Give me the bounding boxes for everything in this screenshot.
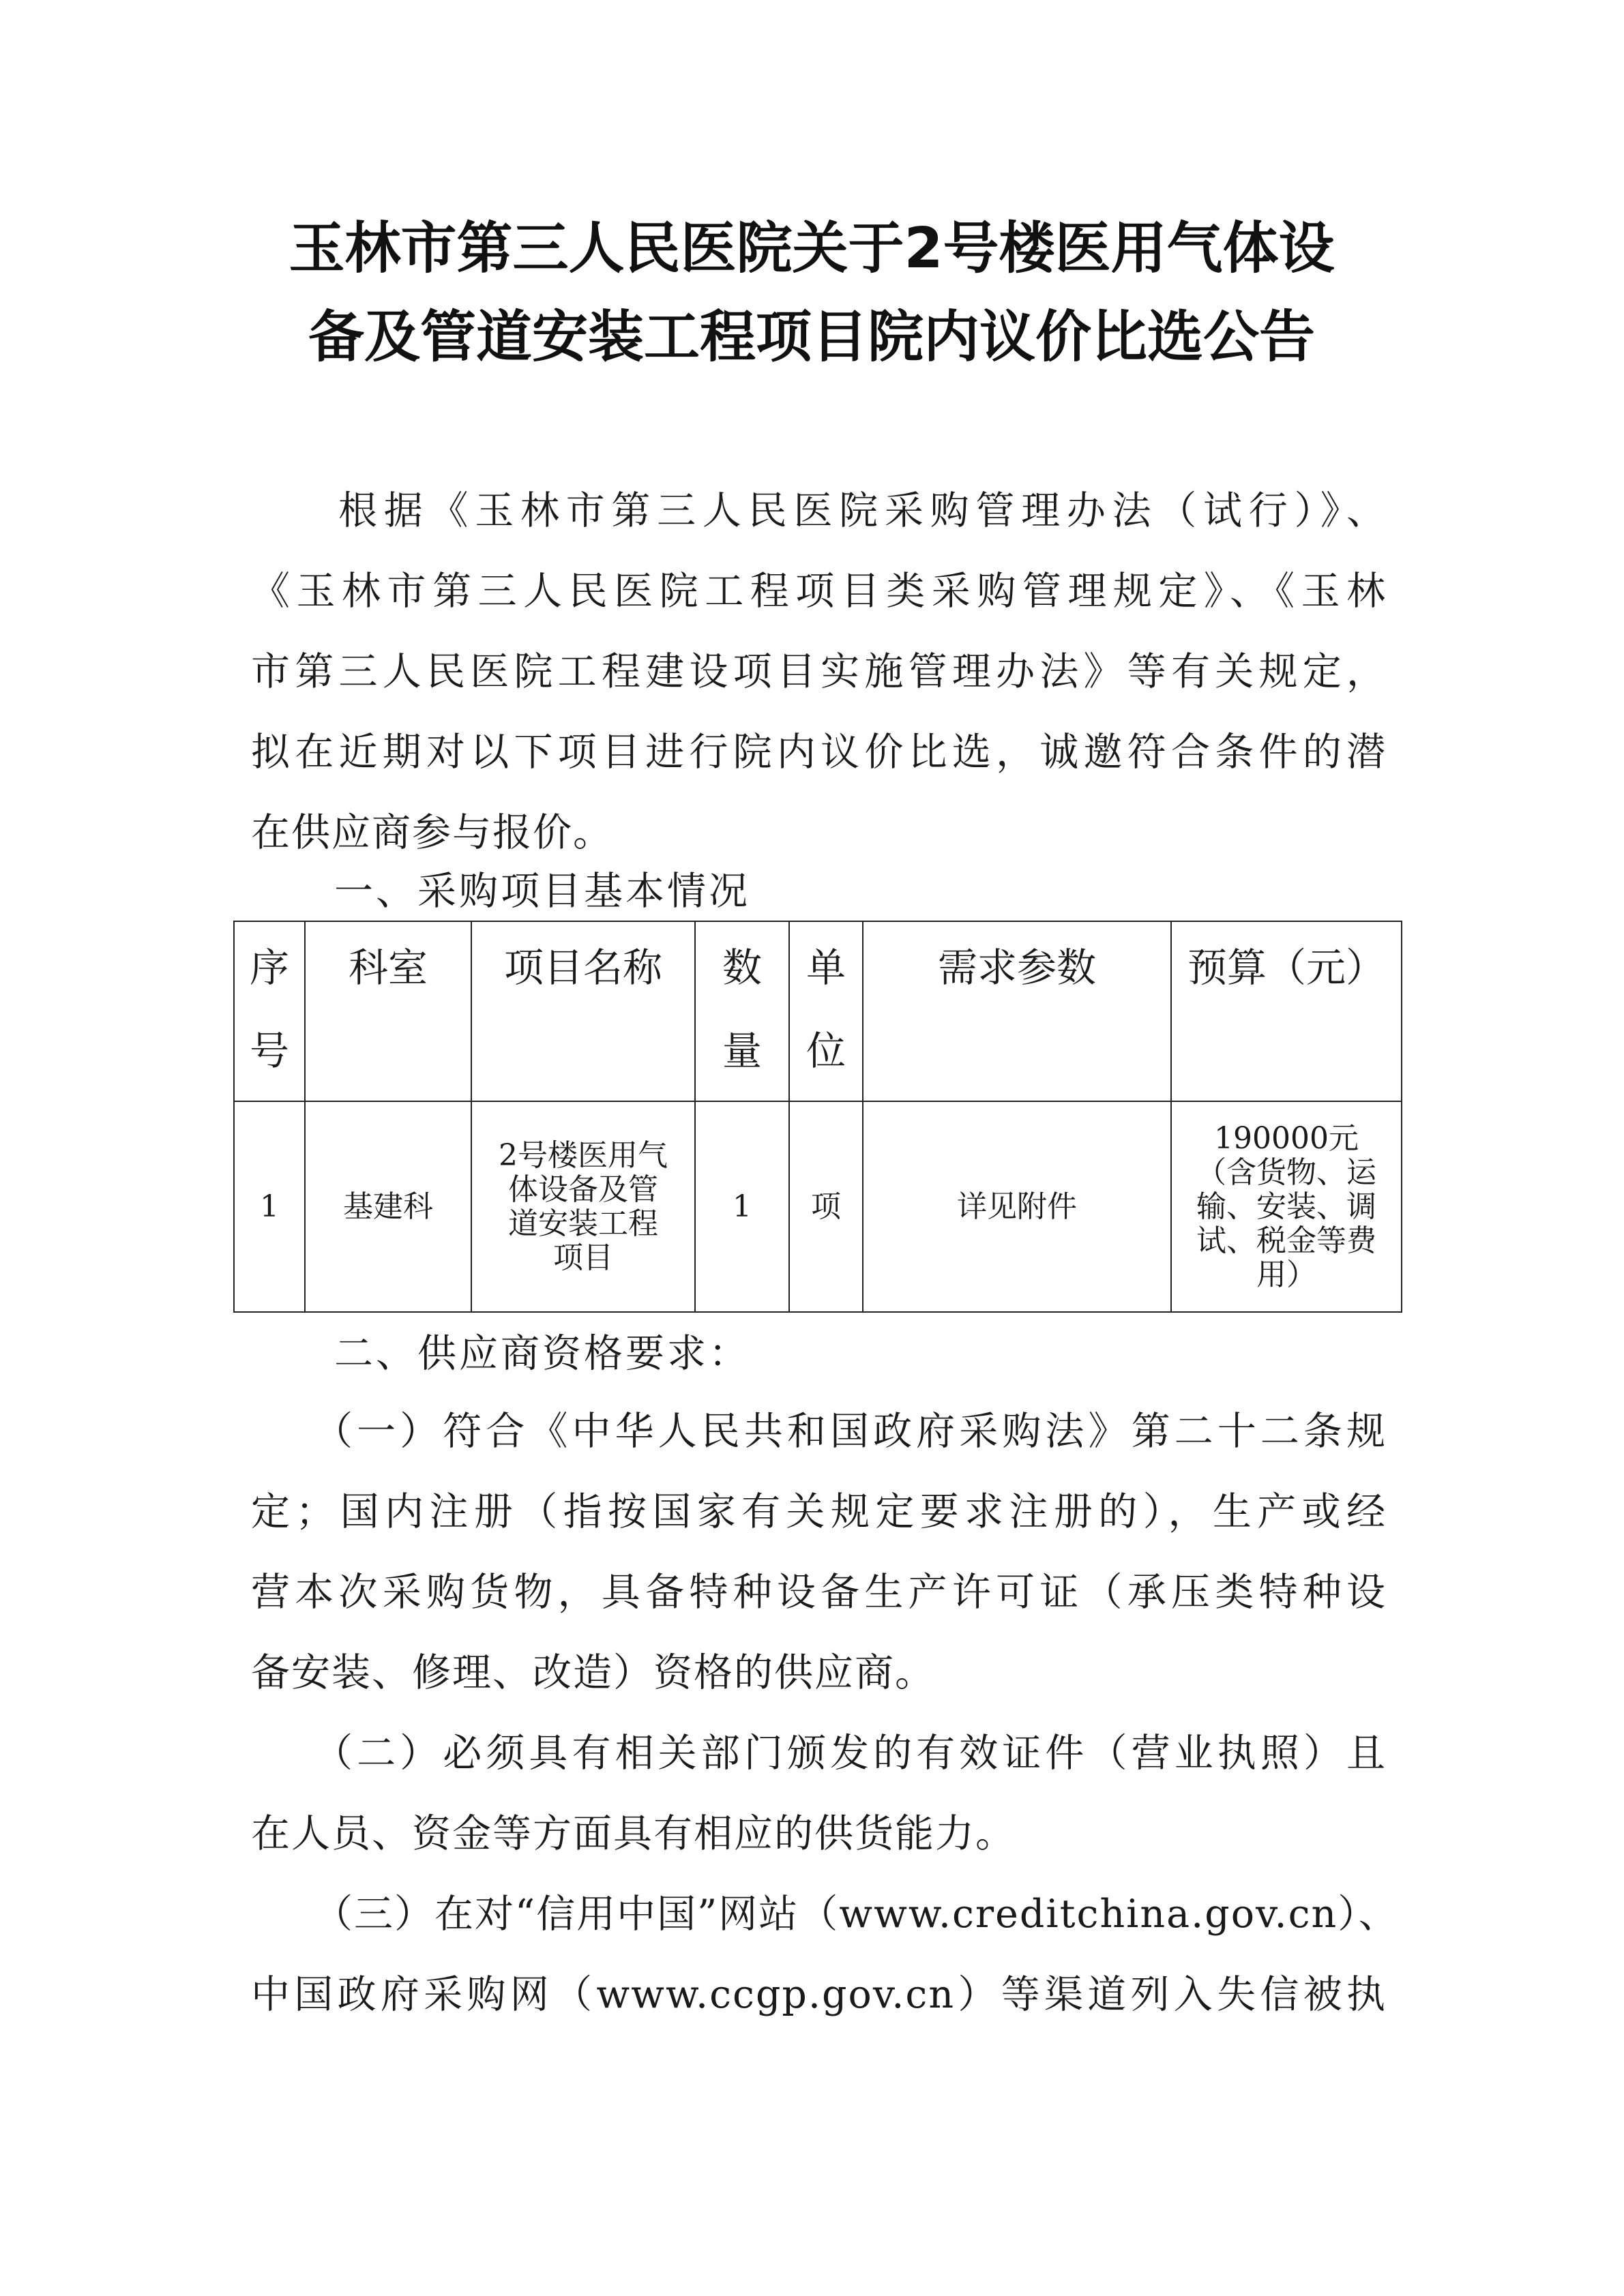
header-unit: 单 位 (789, 921, 863, 1101)
item1-line: 营本次采购货物，具备特种设备生产许可证（承压类特种设 (251, 1570, 1387, 1615)
intro-line: 市第三人民医院工程建设项目实施管理办法》等有关规定， (251, 649, 1387, 694)
section-heading-1: 一、采购项目基本情况 (334, 869, 750, 914)
table-row (234, 1101, 1402, 1312)
header-params: 需求参数 (863, 921, 1171, 1101)
item3-line: （三）在对“信用中国”网站（www.creditchina.gov.cn）、 (314, 1892, 1399, 1937)
header-qty: 数 量 (695, 921, 789, 1101)
header-dept: 科室 (305, 921, 471, 1101)
cell-unit: 项 (789, 1101, 863, 1312)
document-title (232, 205, 1391, 382)
intro-line: 在供应商参与报价。 (251, 810, 613, 855)
title-line-2: 备及管道安装工程项目院内议价比选公告 (308, 305, 1315, 370)
qualification-item-1 (251, 1391, 1387, 1713)
item3-line: 中国政府采购网（www.ccgp.gov.cn）等渠道列入失信被执 (251, 1972, 1387, 2017)
cell-budget: 190000元 （含货物、运 输、安装、调 试、税金等费 用） (1171, 1101, 1402, 1312)
item2-line: 在人员、资金等方面具有相应的供货能力。 (251, 1811, 1016, 1856)
qualification-item-2 (251, 1713, 1387, 1874)
cell-params: 详见附件 (863, 1101, 1171, 1312)
qualification-item-3 (251, 1874, 1399, 2035)
table-header-row (234, 921, 1402, 1101)
intro-line: 拟在近期对以下项目进行院内议价比选，诚邀符合条件的潜 (251, 730, 1387, 775)
intro-line: 根据《玉林市第三人民医院采购管理办法（试行）》、 (338, 488, 1387, 533)
header-name: 项目名称 (471, 921, 695, 1101)
item1-line: （一）符合《中华人民共和国政府采购法》第二十二条规 (314, 1409, 1387, 1454)
section-heading-2: 二、供应商资格要求： (334, 1331, 750, 1376)
cell-name: 2号楼医用气 体设备及管 道安装工程 项目 (471, 1101, 695, 1312)
cell-dept: 基建科 (305, 1101, 471, 1312)
procurement-table (233, 921, 1402, 1313)
header-budget: 预算（元） (1171, 921, 1402, 1101)
header-seq: 序 号 (234, 921, 305, 1101)
cell-seq: 1 (234, 1101, 305, 1312)
intro-paragraph (251, 471, 1387, 873)
intro-line: 《玉林市第三人民医院工程项目类采购管理规定》、《玉林 (251, 569, 1387, 614)
item1-line: 备安装、修理、改造）资格的供应商。 (251, 1650, 935, 1695)
title-line-1: 玉林市第三人民医院关于2号楼医用气体设 (289, 216, 1335, 281)
item2-line: （二）必须具有相关部门颁发的有效证件（营业执照）且 (314, 1731, 1387, 1776)
cell-qty: 1 (695, 1101, 789, 1312)
item1-line: 定；国内注册（指按国家有关规定要求注册的），生产或经 (251, 1489, 1387, 1534)
